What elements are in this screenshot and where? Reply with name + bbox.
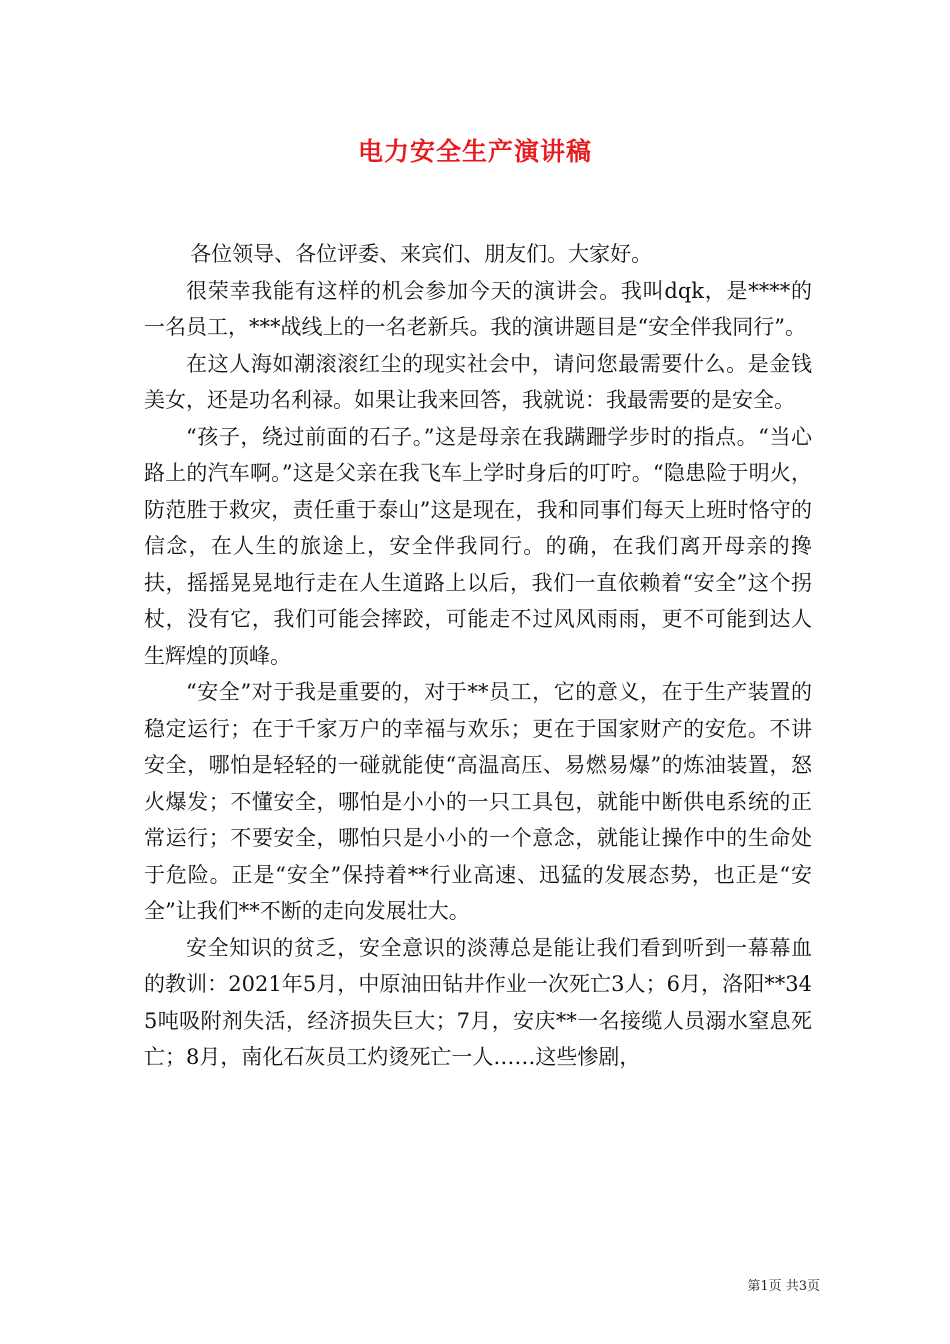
paragraph-introduction: 很荣幸我能有这样的机会参加今天的演讲会。我叫dqk，是****的一名员工，***战线上的一名老新兵。我的演讲题目是“安全伴我同行”。	[144, 278, 812, 339]
page-number-footer: 第1页 共3页	[747, 1279, 820, 1294]
paragraph-family-advice: “孩子，绕过前面的石子。”这是母亲在我蹒跚学步时的指点。“当心路上的汽车啊。”这是父亲在我飞车上学时身后的叮咛。“隐患险于明火，防范胜于救灾，责任重于泰山”这是现在，我和同事们每天上班时恪守的信念，在人生的旅途上，安全伴我同行。的确，在我们离开母亲的搀扶，摇摇晃晃地行走在人生道路上以后，我们一直依赖着“安全”这个拐杖，没有它，我们可能会摔跤，可能走不过风风雨雨，更不可能到达人生辉煌的顶峰。	[144, 424, 812, 668]
document-body	[144, 236, 812, 1076]
paragraph-importance-of-safety: “安全”对于我是重要的，对于**员工，它的意义，在于生产装置的稳定运行；在于千家万户的幸福与欢乐；更在于国家财产的安危。不讲安全，哪怕是轻轻的一碰就能使“高温高压、易燃易爆”的炼油装置，怒火爆发；不懂安全，哪怕是小小的一只工具包，就能中断供电系统的正常运行；不要安全，哪怕只是小小的一个意念，就能让操作中的生命处于危险。正是“安全”保持着**行业高速、迅猛的发展态势，也正是“安全”让我们**不断的走向发展壮大。	[144, 680, 812, 923]
paragraph-greeting: 各位领导、各位评委、来宾们、朋友们。大家好。	[190, 242, 653, 266]
document-title: 电力安全生产演讲稿	[357, 137, 592, 166]
paragraph-question: 在这人海如潮滚滚红尘的现实社会中，请问您最需要什么。是金钱美女，还是功名利禄。如果让我来回答，我就说：我最需要的是安全。	[144, 351, 812, 412]
paragraph-lessons: 安全知识的贫乏，安全意识的淡薄总是能让我们看到听到一幕幕血的教训：2021年5月，中原油田钻井作业一次死亡3人；6月，洛阳**345吨吸附剂失活，经济损失巨大；7月，安庆**一名接缆人员溺水窒息死亡；8月，南化石灰员工灼烫死亡一人……这些惨剧，	[144, 935, 812, 1069]
